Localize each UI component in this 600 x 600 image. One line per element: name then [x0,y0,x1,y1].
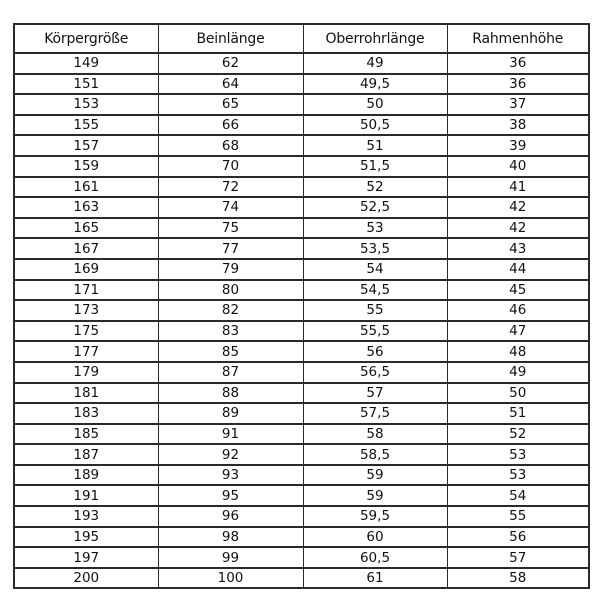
cell-oberrohrlaenge: 57 [303,383,447,404]
cell-rahmenhoehe: 51 [447,403,589,424]
cell-oberrohrlaenge: 53 [303,218,447,239]
cell-koerpergroesse: 195 [14,527,158,548]
cell-oberrohrlaenge: 52,5 [303,197,447,218]
cell-oberrohrlaenge: 57,5 [303,403,447,424]
cell-rahmenhoehe: 36 [447,74,589,95]
header-oberrohrlaenge: Oberrohrlänge [303,24,447,53]
table-row [14,74,589,95]
table-row [14,568,589,589]
cell-beinlaenge: 88 [158,383,303,404]
table-row [14,135,589,156]
cell-rahmenhoehe: 56 [447,527,589,548]
cell-oberrohrlaenge: 49,5 [303,74,447,95]
table-row [14,383,589,404]
cell-rahmenhoehe: 45 [447,280,589,301]
cell-koerpergroesse: 185 [14,424,158,445]
cell-oberrohrlaenge: 49 [303,53,447,74]
cell-koerpergroesse: 197 [14,547,158,568]
table-row [14,465,589,486]
cell-oberrohrlaenge: 51,5 [303,156,447,177]
cell-rahmenhoehe: 49 [447,362,589,383]
cell-rahmenhoehe: 52 [447,424,589,445]
cell-koerpergroesse: 163 [14,197,158,218]
cell-beinlaenge: 64 [158,74,303,95]
bike-size-table [13,23,590,589]
cell-oberrohrlaenge: 61 [303,568,447,589]
cell-rahmenhoehe: 53 [447,465,589,486]
table-row [14,527,589,548]
cell-koerpergroesse: 153 [14,94,158,115]
cell-rahmenhoehe: 50 [447,383,589,404]
cell-rahmenhoehe: 53 [447,444,589,465]
cell-oberrohrlaenge: 55 [303,300,447,321]
cell-beinlaenge: 66 [158,115,303,136]
cell-beinlaenge: 70 [158,156,303,177]
cell-koerpergroesse: 183 [14,403,158,424]
cell-beinlaenge: 89 [158,403,303,424]
cell-beinlaenge: 75 [158,218,303,239]
cell-koerpergroesse: 181 [14,383,158,404]
cell-rahmenhoehe: 43 [447,238,589,259]
cell-oberrohrlaenge: 59,5 [303,506,447,527]
cell-koerpergroesse: 161 [14,177,158,198]
table-row [14,115,589,136]
cell-oberrohrlaenge: 58,5 [303,444,447,465]
cell-koerpergroesse: 165 [14,218,158,239]
cell-koerpergroesse: 167 [14,238,158,259]
cell-beinlaenge: 100 [158,568,303,589]
cell-beinlaenge: 74 [158,197,303,218]
table-header [14,24,589,53]
cell-koerpergroesse: 149 [14,53,158,74]
cell-rahmenhoehe: 55 [447,506,589,527]
cell-beinlaenge: 79 [158,259,303,280]
cell-koerpergroesse: 169 [14,259,158,280]
table-row [14,444,589,465]
cell-oberrohrlaenge: 58 [303,424,447,445]
cell-koerpergroesse: 187 [14,444,158,465]
cell-rahmenhoehe: 58 [447,568,589,589]
cell-koerpergroesse: 175 [14,321,158,342]
cell-rahmenhoehe: 46 [447,300,589,321]
cell-rahmenhoehe: 39 [447,135,589,156]
table-row [14,53,589,74]
cell-beinlaenge: 83 [158,321,303,342]
table-row [14,156,589,177]
table-row [14,280,589,301]
cell-beinlaenge: 85 [158,341,303,362]
cell-koerpergroesse: 191 [14,485,158,506]
cell-beinlaenge: 80 [158,280,303,301]
cell-rahmenhoehe: 40 [447,156,589,177]
cell-koerpergroesse: 155 [14,115,158,136]
table-row [14,218,589,239]
table-row [14,238,589,259]
cell-oberrohrlaenge: 60 [303,527,447,548]
cell-rahmenhoehe: 41 [447,177,589,198]
cell-oberrohrlaenge: 56 [303,341,447,362]
cell-koerpergroesse: 179 [14,362,158,383]
table-row [14,403,589,424]
cell-rahmenhoehe: 44 [447,259,589,280]
cell-oberrohrlaenge: 56,5 [303,362,447,383]
cell-oberrohrlaenge: 55,5 [303,321,447,342]
header-beinlaenge: Beinlänge [158,24,303,53]
cell-rahmenhoehe: 42 [447,218,589,239]
cell-oberrohrlaenge: 51 [303,135,447,156]
cell-oberrohrlaenge: 50 [303,94,447,115]
table-row [14,485,589,506]
cell-koerpergroesse: 177 [14,341,158,362]
table-row [14,424,589,445]
cell-rahmenhoehe: 57 [447,547,589,568]
cell-beinlaenge: 93 [158,465,303,486]
cell-rahmenhoehe: 36 [447,53,589,74]
cell-oberrohrlaenge: 52 [303,177,447,198]
table-row [14,259,589,280]
cell-koerpergroesse: 200 [14,568,158,589]
cell-rahmenhoehe: 37 [447,94,589,115]
cell-koerpergroesse: 157 [14,135,158,156]
cell-rahmenhoehe: 47 [447,321,589,342]
cell-oberrohrlaenge: 60,5 [303,547,447,568]
cell-beinlaenge: 77 [158,238,303,259]
table-row [14,300,589,321]
cell-beinlaenge: 99 [158,547,303,568]
cell-beinlaenge: 65 [158,94,303,115]
cell-oberrohrlaenge: 59 [303,485,447,506]
cell-beinlaenge: 62 [158,53,303,74]
cell-koerpergroesse: 151 [14,74,158,95]
table-row [14,197,589,218]
table-row [14,177,589,198]
cell-oberrohrlaenge: 50,5 [303,115,447,136]
cell-koerpergroesse: 193 [14,506,158,527]
cell-beinlaenge: 91 [158,424,303,445]
cell-beinlaenge: 98 [158,527,303,548]
header-rahmenhoehe: Rahmenhöhe [447,24,589,53]
cell-beinlaenge: 72 [158,177,303,198]
cell-beinlaenge: 95 [158,485,303,506]
table-row [14,362,589,383]
cell-rahmenhoehe: 42 [447,197,589,218]
cell-beinlaenge: 68 [158,135,303,156]
table-row [14,321,589,342]
table-row [14,506,589,527]
cell-beinlaenge: 87 [158,362,303,383]
cell-koerpergroesse: 159 [14,156,158,177]
header-row [14,24,589,53]
table-row [14,94,589,115]
cell-koerpergroesse: 189 [14,465,158,486]
table-body [14,53,589,588]
cell-koerpergroesse: 171 [14,280,158,301]
cell-oberrohrlaenge: 59 [303,465,447,486]
table-row [14,341,589,362]
cell-beinlaenge: 92 [158,444,303,465]
cell-beinlaenge: 82 [158,300,303,321]
cell-oberrohrlaenge: 54 [303,259,447,280]
cell-oberrohrlaenge: 53,5 [303,238,447,259]
cell-rahmenhoehe: 48 [447,341,589,362]
cell-oberrohrlaenge: 54,5 [303,280,447,301]
header-koerpergroesse: Körpergröße [14,24,158,53]
cell-rahmenhoehe: 54 [447,485,589,506]
cell-rahmenhoehe: 38 [447,115,589,136]
cell-beinlaenge: 96 [158,506,303,527]
cell-koerpergroesse: 173 [14,300,158,321]
table-row [14,547,589,568]
